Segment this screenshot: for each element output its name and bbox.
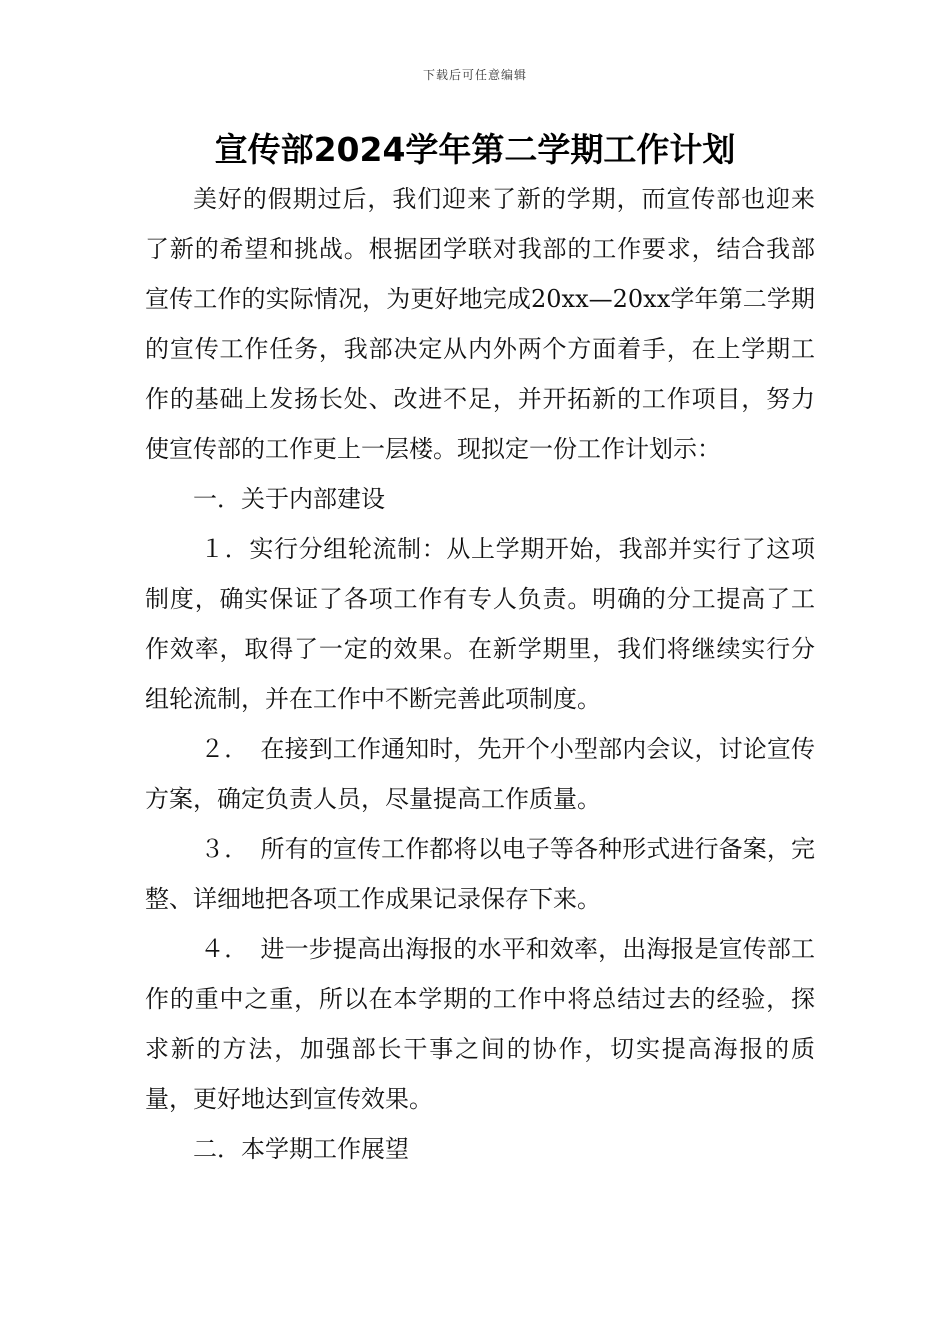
section-heading-outlook: 二．本学期工作展望 (193, 1135, 409, 1163)
document-body (145, 174, 815, 1174)
list-item: １．实行分组轮流制：从上学期开始，我部并实行了这项制度，确实保证了各项工作有专人负责。明确的分工提高了工作效率，取得了一定的效果。在新学期里，我们将继续实行分组轮流制，并在工作中不断完善此项制度。 (145, 535, 815, 713)
list-item: ３． 所有的宣传工作都将以电子等各种形式进行备案，完整、详细地把各项工作成果记录保存下来。 (145, 835, 815, 913)
section-heading-internal: 一．关于内部建设 (193, 485, 385, 513)
list-item: ４． 进一步提高出海报的水平和效率，出海报是宣传部工作的重中之重，所以在本学期的工作中将总结过去的经验，探求新的方法，加强部长干事之间的协作，切实提高海报的质量，更好地达到宣传效果。 (145, 935, 815, 1113)
intro-paragraph: 美好的假期过后，我们迎来了新的学期，而宣传部也迎来了新的希望和挑战。根据团学联对我部的工作要求，结合我部宣传工作的实际情况，为更好地完成20xx—20xx学年第二学期的宣传工作任务，我部决定从内外两个方面着手，在上学期工作的基础上发扬长处、改进不足，并开拓新的工作项目，努力使宣传部的工作更上一层楼。现拟定一份工作计划示： (145, 185, 815, 463)
list-item: ２． 在接到工作通知时，先开个小型部内会议，讨论宣传方案，确定负责人员，尽量提高工作质量。 (145, 735, 815, 813)
page-title: 宣传部2024学年第二学期工作计划 (214, 130, 736, 169)
header-note: 下载后可任意编辑 (422, 68, 527, 82)
